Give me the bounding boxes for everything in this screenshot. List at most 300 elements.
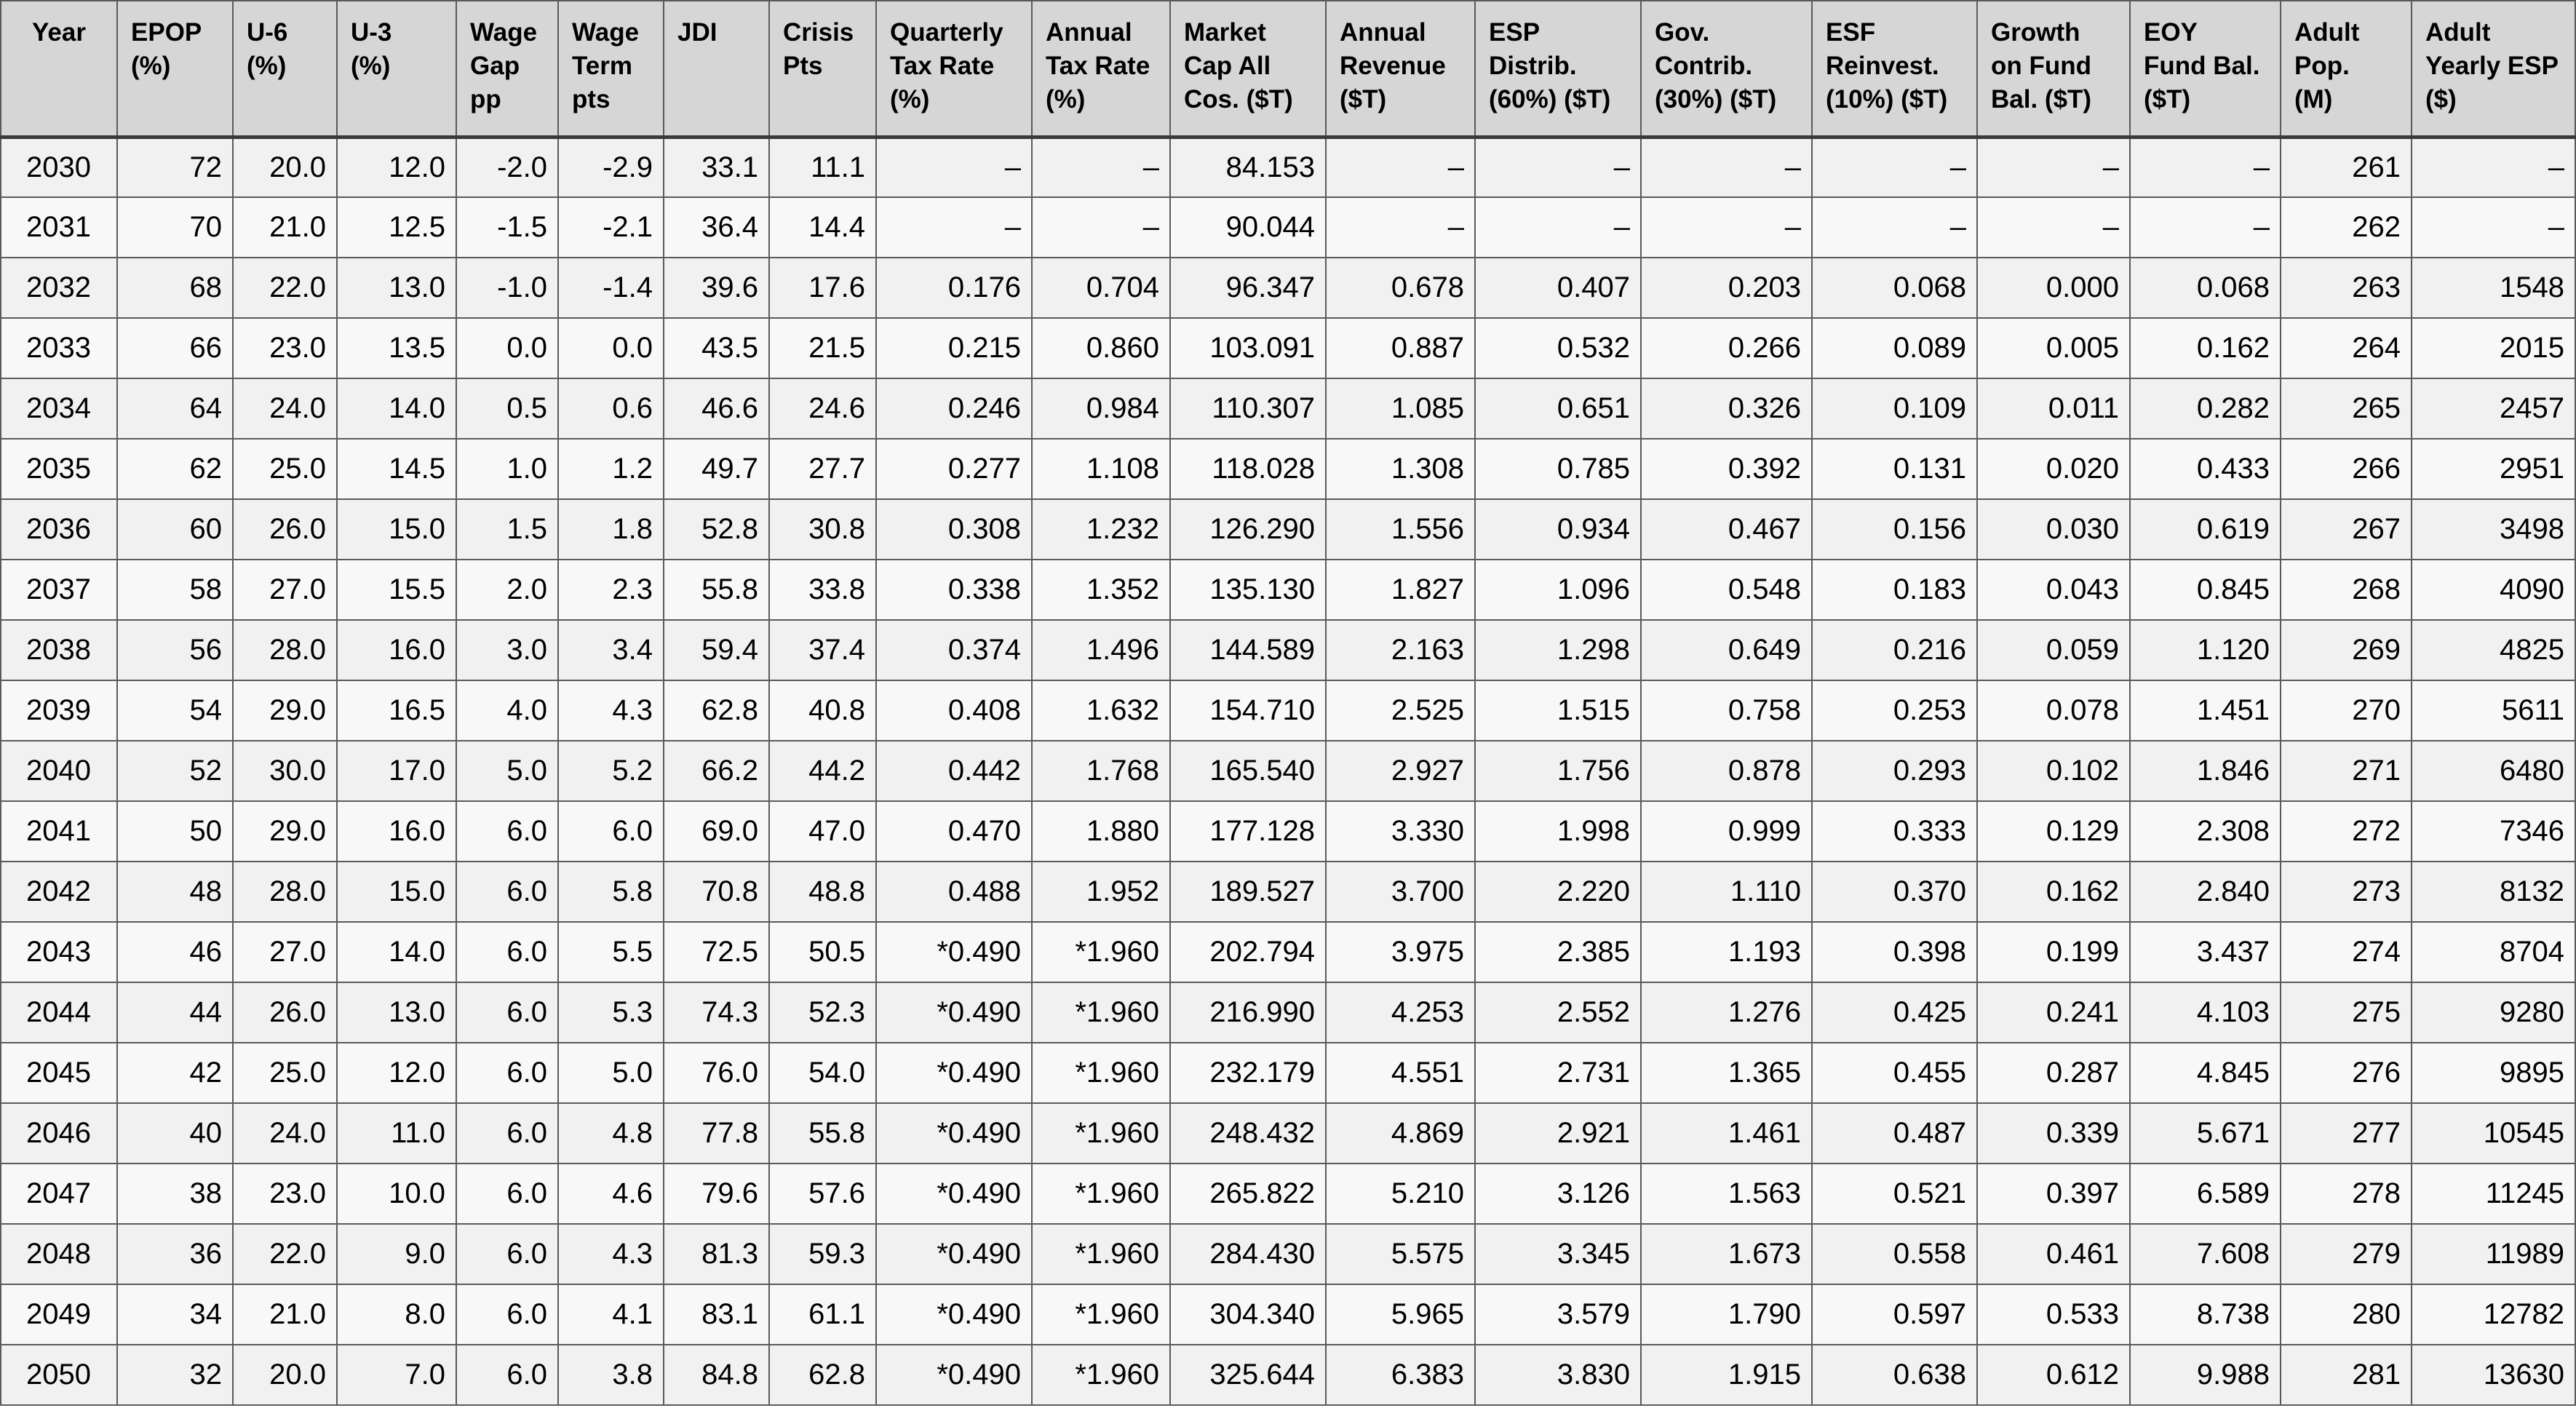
table-cell: 0.651 [1475,378,1641,439]
table-row [1,1224,2575,1284]
table-cell: 0.558 [1812,1224,1977,1284]
column-header [337,1,456,137]
column-header-line: Annual [1046,18,1132,47]
table-row [1,620,2575,680]
table-cell: 0.215 [876,318,1032,378]
table-cell: 24.0 [233,378,337,439]
table-cell: 21.0 [233,1284,337,1345]
table-cell: 36.4 [664,197,769,258]
column-header-line: Reinvest. [1826,52,1939,80]
table-cell: 281 [2281,1345,2412,1405]
table-cell: 0.043 [1977,560,2130,620]
table-cell: 0.020 [1977,439,2130,499]
table-cell: 0.068 [2130,258,2281,318]
table-cell: 12782 [2412,1284,2575,1345]
table-cell: 0.109 [1812,378,1977,439]
table-cell: 4825 [2412,620,2575,680]
table-cell: 28.0 [233,862,337,922]
table-cell: *0.490 [876,1103,1032,1164]
table-cell: 77.8 [664,1103,769,1164]
table-cell: 0.282 [2130,378,2281,439]
table-cell: 0.878 [1641,741,1812,801]
table-cell: 0.785 [1475,439,1641,499]
column-header [876,1,1032,137]
column-header-line: ($) [2425,85,2457,114]
column-header-line: Cap All [1184,52,1271,80]
year-cell: 2033 [1,318,117,378]
year-cell: 2048 [1,1224,117,1284]
table-cell: 2.927 [1326,741,1475,801]
table-cell: 23.0 [233,1164,337,1224]
table-cell: 44.2 [769,741,876,801]
table-cell: 9.0 [337,1224,456,1284]
table-cell: 270 [2281,680,2412,741]
table-cell: 0.392 [1641,439,1812,499]
column-header-line: pts [572,85,611,114]
table-cell: 66 [117,318,233,378]
table-row [1,680,2575,741]
table-cell: 0.442 [876,741,1032,801]
table-cell: 0.455 [1812,1043,1977,1103]
table-cell: 6.0 [456,1284,558,1345]
table-cell: 1.768 [1032,741,1170,801]
column-header-line: Distrib. [1489,52,1577,80]
table-cell: 6.0 [456,862,558,922]
column-header-line: ($T) [1340,85,1387,114]
table-row [1,1043,2575,1103]
table-row [1,378,2575,439]
table-cell: – [1641,197,1812,258]
table-cell: *0.490 [876,1345,1032,1405]
year-cell: 2043 [1,922,117,982]
table-cell: 135.130 [1170,560,1326,620]
table-cell: 232.179 [1170,1043,1326,1103]
column-header [769,1,876,137]
table-cell: 0.5 [456,378,558,439]
table-cell: 6.0 [456,1043,558,1103]
column-header [1326,1,1475,137]
table-cell: 1.556 [1326,499,1475,560]
table-cell: 3.126 [1475,1164,1641,1224]
table-cell: – [2130,197,2281,258]
column-header-line: Contrib. [1655,52,1753,80]
column-header-line: EOY [2144,18,2198,47]
table-cell: 39.6 [664,258,769,318]
table-cell: – [1326,137,1475,197]
column-header [1032,1,1170,137]
table-cell: – [1475,137,1641,197]
table-cell: 15.0 [337,499,456,560]
table-cell: 1.110 [1641,862,1812,922]
table-cell: 5.575 [1326,1224,1475,1284]
column-header-line: Adult [2425,18,2491,47]
table-row [1,439,2575,499]
table-cell: 49.7 [664,439,769,499]
table-cell: 0.183 [1812,560,1977,620]
table-cell: – [2412,137,2575,197]
table-cell: 0.059 [1977,620,2130,680]
table-cell: 3.700 [1326,862,1475,922]
table-cell: – [1812,197,1977,258]
table-cell: 44 [117,982,233,1043]
table-cell: 14.5 [337,439,456,499]
column-header-line: Tax Rate [1046,52,1150,80]
year-cell: 2034 [1,378,117,439]
table-cell: 0.704 [1032,258,1170,318]
table-cell: 0.470 [876,801,1032,862]
table-cell: *0.490 [876,1164,1032,1224]
table-cell: 144.589 [1170,620,1326,680]
table-cell: 13.0 [337,982,456,1043]
table-cell: 57.6 [769,1164,876,1224]
table-cell: 27.0 [233,922,337,982]
column-header-line: (60%) ($T) [1489,85,1611,114]
table-cell: 325.644 [1170,1345,1326,1405]
table-cell: 9280 [2412,982,2575,1043]
table-cell: 1.790 [1641,1284,1812,1345]
table-cell: 14.0 [337,378,456,439]
table-cell: 0.860 [1032,318,1170,378]
column-header-line: (M) [2294,85,2333,114]
table-cell: 1.461 [1641,1103,1812,1164]
table-cell: 17.6 [769,258,876,318]
table-cell: – [1812,137,1977,197]
table-cell: 11.0 [337,1103,456,1164]
table-cell: 17.0 [337,741,456,801]
table-cell: 0.338 [876,560,1032,620]
table-cell: 4.6 [558,1164,664,1224]
table-cell: 14.0 [337,922,456,982]
table-cell: 0.398 [1812,922,1977,982]
column-header-line: ESP [1489,18,1541,47]
table-cell: 261 [2281,137,2412,197]
table-cell: 0.030 [1977,499,2130,560]
table-cell: 62 [117,439,233,499]
table-cell: 20.0 [233,137,337,197]
column-header-line: Wage [572,18,640,47]
table-cell: 262 [2281,197,2412,258]
table-cell: 30.8 [769,499,876,560]
table-cell: -2.1 [558,197,664,258]
table-cell: 0.845 [2130,560,2281,620]
column-header [233,1,337,137]
table-cell: 3.579 [1475,1284,1641,1345]
table-cell: *0.490 [876,982,1032,1043]
table-cell: 1.880 [1032,801,1170,862]
table-cell: 126.290 [1170,499,1326,560]
table-cell: -2.0 [456,137,558,197]
table-cell: 1.276 [1641,982,1812,1043]
table-cell: 0.246 [876,378,1032,439]
table-cell: 0.176 [876,258,1032,318]
table-row [1,1284,2575,1345]
table-cell: 13.0 [337,258,456,318]
table-cell: 12.0 [337,137,456,197]
table-cell: 20.0 [233,1345,337,1405]
column-header-line: Annual [1340,18,1426,47]
table-cell: 4.1 [558,1284,664,1345]
table-cell: 0.407 [1475,258,1641,318]
table-cell: 0.521 [1812,1164,1977,1224]
table-cell: 4.551 [1326,1043,1475,1103]
table-cell: 70.8 [664,862,769,922]
table-cell: – [1977,197,2130,258]
column-header-line: Gov. [1655,18,1710,47]
table-cell: 9.988 [2130,1345,2281,1405]
table-cell: 68 [117,258,233,318]
table-cell: 1.120 [2130,620,2281,680]
table-cell: *1.960 [1032,982,1170,1043]
table-cell: 3.0 [456,620,558,680]
column-header [2412,1,2575,137]
table-cell: 0.934 [1475,499,1641,560]
table-cell: 265.822 [1170,1164,1326,1224]
table-cell: 6.0 [456,1164,558,1224]
table-cell: 6.0 [558,801,664,862]
table-header-row [1,1,2575,137]
table-cell: 0.758 [1641,680,1812,741]
table-cell: 2.921 [1475,1103,1641,1164]
table-row [1,862,2575,922]
table-cell: *1.960 [1032,1224,1170,1284]
year-cell: 2049 [1,1284,117,1345]
table-cell: 24.0 [233,1103,337,1164]
table-row [1,499,2575,560]
table-cell: 13.5 [337,318,456,378]
year-cell: 2036 [1,499,117,560]
table-cell: 267 [2281,499,2412,560]
table-cell: 6.0 [456,1345,558,1405]
year-cell: 2038 [1,620,117,680]
table-cell: 6.0 [456,1103,558,1164]
table-cell: 304.340 [1170,1284,1326,1345]
table-cell: 3.8 [558,1345,664,1405]
column-header [1170,1,1326,137]
table-cell: 0.326 [1641,378,1812,439]
table-cell: 22.0 [233,258,337,318]
table-cell: 4.869 [1326,1103,1475,1164]
table-cell: 60 [117,499,233,560]
table-cell: 0.0 [558,318,664,378]
year-cell: 2042 [1,862,117,922]
table-cell: 0.156 [1812,499,1977,560]
table-cell: 2.3 [558,560,664,620]
table-cell: 4.3 [558,680,664,741]
table-cell: 177.128 [1170,801,1326,862]
table-cell: 25.0 [233,439,337,499]
table-cell: 0.293 [1812,741,1977,801]
table-cell: 4.3 [558,1224,664,1284]
table-cell: 277 [2281,1103,2412,1164]
table-cell: 0.203 [1641,258,1812,318]
table-cell: 5.8 [558,862,664,922]
table-cell: 58 [117,560,233,620]
table-cell: 13630 [2412,1345,2575,1405]
table-cell: 96.347 [1170,258,1326,318]
table-cell: 263 [2281,258,2412,318]
table-cell: 76.0 [664,1043,769,1103]
table-cell: 15.0 [337,862,456,922]
column-header-line: Market [1184,18,1266,47]
table-cell: 36 [117,1224,233,1284]
table-cell: 154.710 [1170,680,1326,741]
table-cell: 15.5 [337,560,456,620]
table-cell: 0.089 [1812,318,1977,378]
table-cell: 26.0 [233,982,337,1043]
table-cell: 5.3 [558,982,664,1043]
table-cell: 2.308 [2130,801,2281,862]
table-cell: 279 [2281,1224,2412,1284]
column-header-line: pp [470,85,501,114]
table-cell: 189.527 [1170,862,1326,922]
table-cell: 7.608 [2130,1224,2281,1284]
table-cell: 1.673 [1641,1224,1812,1284]
table-cell: 202.794 [1170,922,1326,982]
table-row [1,137,2575,197]
year-cell: 2037 [1,560,117,620]
table-cell: 0.433 [2130,439,2281,499]
table-cell: 0.131 [1812,439,1977,499]
table-cell: 21.0 [233,197,337,258]
table-cell: 272 [2281,801,2412,862]
table-cell: 2.525 [1326,680,1475,741]
table-cell: 268 [2281,560,2412,620]
table-cell: 25.0 [233,1043,337,1103]
table-cell: 0.887 [1326,318,1475,378]
table-cell: 6.0 [456,1224,558,1284]
table-cell: 0.078 [1977,680,2130,741]
column-header-line: Quarterly [890,18,1003,47]
column-header-line: Yearly ESP [2425,52,2559,80]
table-cell: 1.952 [1032,862,1170,922]
table-cell: 0.548 [1641,560,1812,620]
table-cell: 40.8 [769,680,876,741]
table-cell: 1.846 [2130,741,2281,801]
table-cell: 1.232 [1032,499,1170,560]
column-header-line: Crisis [783,18,854,47]
table-cell: -2.9 [558,137,664,197]
table-cell: *1.960 [1032,1164,1170,1224]
year-cell: 2046 [1,1103,117,1164]
table-cell: 1.756 [1475,741,1641,801]
column-header-year [1,1,117,137]
table-cell: – [2412,197,2575,258]
table-cell: 1.915 [1641,1345,1812,1405]
table-row [1,1103,2575,1164]
table-row [1,982,2575,1043]
table-cell: 8704 [2412,922,2575,982]
table-cell: 5.0 [558,1043,664,1103]
table-cell: 278 [2281,1164,2412,1224]
table-cell: 248.432 [1170,1103,1326,1164]
table-row [1,258,2575,318]
table-cell: – [1032,197,1170,258]
column-header [1641,1,1812,137]
column-header-line: JDI [677,18,717,47]
table-cell: 2.163 [1326,620,1475,680]
column-header-line: Gap [470,52,520,80]
column-header [1812,1,1977,137]
table-cell: 52.8 [664,499,769,560]
table-cell: 16.0 [337,620,456,680]
table-cell: 38 [117,1164,233,1224]
table-cell: 2.0 [456,560,558,620]
table-cell: *0.490 [876,922,1032,982]
table-cell: 0.649 [1641,620,1812,680]
table-cell: 54 [117,680,233,741]
year-cell: 2047 [1,1164,117,1224]
table-cell: – [1641,137,1812,197]
table-cell: 90.044 [1170,197,1326,258]
table-cell: 1.352 [1032,560,1170,620]
table-cell: 0.253 [1812,680,1977,741]
column-header-line: Adult [2294,18,2360,47]
table-cell: 43.5 [664,318,769,378]
table-cell: 24.6 [769,378,876,439]
table-cell: 6.589 [2130,1164,2281,1224]
table-row [1,560,2575,620]
table-cell: 2951 [2412,439,2575,499]
table-cell: 6480 [2412,741,2575,801]
column-header-line: Wage [470,18,538,47]
table-cell: 0.678 [1326,258,1475,318]
column-header [456,1,558,137]
table-cell: 69.0 [664,801,769,862]
table-row [1,197,2575,258]
column-header-line: Pop. [2294,52,2350,80]
table-cell: 4.8 [558,1103,664,1164]
table-cell: 2.220 [1475,862,1641,922]
table-cell: 9895 [2412,1043,2575,1103]
table-cell: 11.1 [769,137,876,197]
table-cell: 6.0 [456,922,558,982]
table-row [1,1164,2575,1224]
table-cell: 0.333 [1812,801,1977,862]
table-cell: 10.0 [337,1164,456,1224]
table-cell: 5.0 [456,741,558,801]
table-cell: 0.461 [1977,1224,2130,1284]
table-cell: 83.1 [664,1284,769,1345]
table-cell: 64 [117,378,233,439]
table-cell: 1.096 [1475,560,1641,620]
table-cell: 0.000 [1977,258,2130,318]
table-cell: 275 [2281,982,2412,1043]
table-cell: 1.8 [558,499,664,560]
table-cell: 110.307 [1170,378,1326,439]
table-cell: 1.5 [456,499,558,560]
column-header-line: (%) [351,52,391,80]
table-cell: 6.0 [456,801,558,862]
table-cell: 280 [2281,1284,2412,1345]
table-cell: 34 [117,1284,233,1345]
table-cell: 264 [2281,318,2412,378]
table-cell: 0.370 [1812,862,1977,922]
table-cell: 0.533 [1977,1284,2130,1345]
table-cell: 12.5 [337,197,456,258]
table-cell: 103.091 [1170,318,1326,378]
table-cell: 16.5 [337,680,456,741]
table-cell: – [2130,137,2281,197]
table-cell: 50.5 [769,922,876,982]
table-cell: 62.8 [664,680,769,741]
table-cell: 59.3 [769,1224,876,1284]
year-cell: 2032 [1,258,117,318]
table-cell: 269 [2281,620,2412,680]
table-cell: *1.960 [1032,1043,1170,1103]
table-cell: 3.330 [1326,801,1475,862]
table-cell: 266 [2281,439,2412,499]
column-header [1475,1,1641,137]
